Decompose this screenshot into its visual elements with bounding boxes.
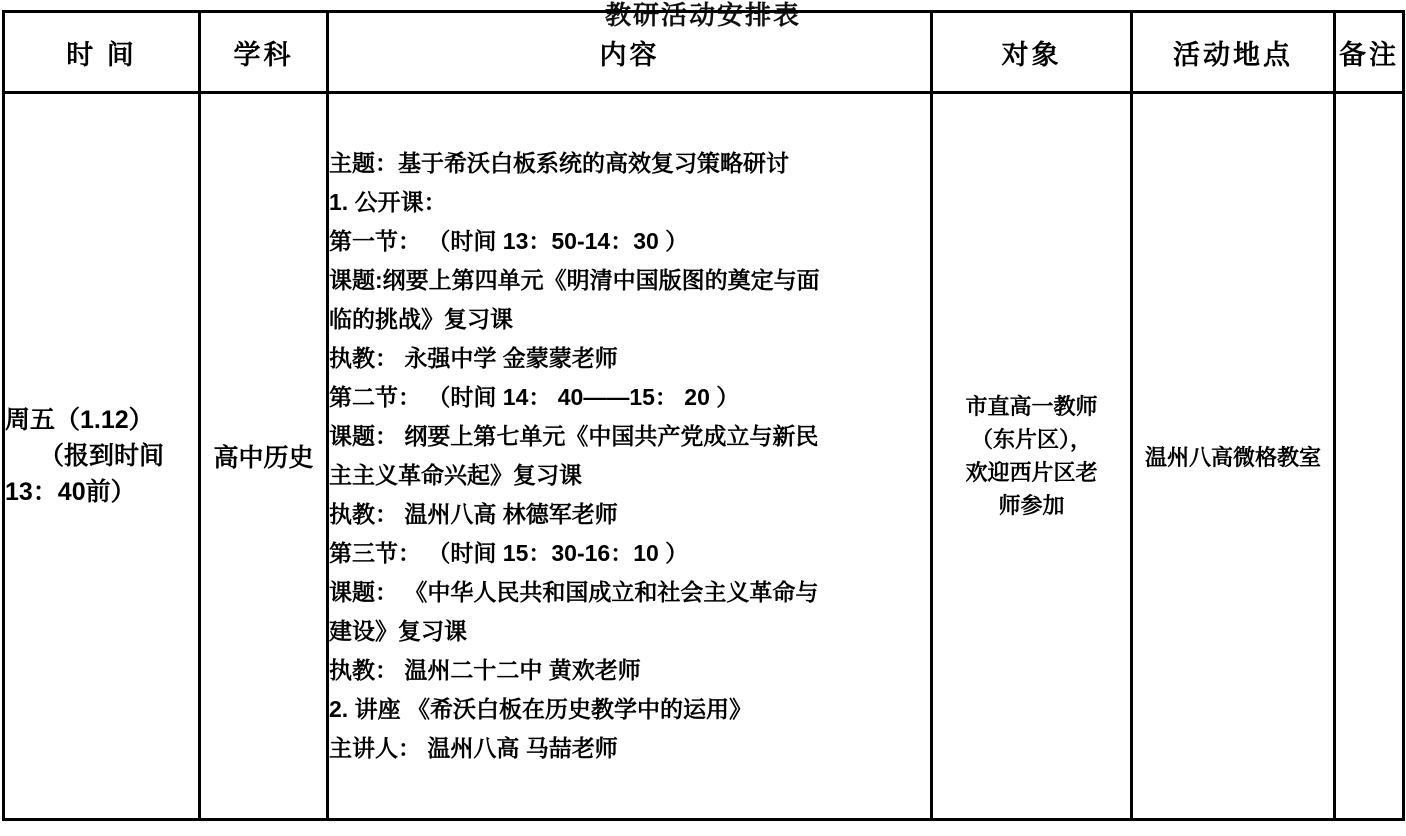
cell-subject: 高中历史 (200, 93, 328, 820)
schedule-table (2, 10, 1405, 821)
time-line-3: 13：40前） (5, 478, 136, 506)
target-line-4: 师参加 (998, 493, 1065, 518)
column-header-target: 对象 (932, 12, 1132, 93)
content-line-3: 第一节： （时间 13：50-14：30 ） (329, 228, 689, 254)
content-line-15: 2. 讲座 《希沃白板在历史教学中的运用》 (329, 696, 752, 722)
content-line-13: 建设》复习课 (329, 618, 467, 644)
content-line-12: 课题： 《中华人民共和国成立和社会主义革命与 (329, 579, 819, 605)
content-line-2: 1. 公开课： (329, 189, 447, 215)
column-header-content: 内容 (328, 12, 932, 93)
content-line-11: 第三节： （时间 15：30-16：10 ） (329, 540, 689, 566)
table-header-row (4, 12, 1404, 93)
cell-content (328, 93, 932, 820)
time-line-1: 周五（1.12） (5, 406, 154, 434)
column-header-time: 时 间 (4, 12, 200, 93)
content-line-4: 课题:纲要上第四单元《明清中国版图的奠定与面 (329, 267, 820, 293)
content-line-14: 执教： 温州二十二中 黄欢老师 (329, 657, 641, 683)
content-line-7: 第二节： （时间 14： 40——15： 20 ） (329, 384, 740, 410)
cell-time (4, 93, 200, 820)
content-line-9: 主主义革命兴起》复习课 (329, 462, 582, 488)
cell-remark (1335, 93, 1404, 820)
cell-place: 温州八高微格教室 (1132, 93, 1335, 820)
column-header-subject: 学科 (200, 12, 328, 93)
content-line-16: 主讲人： 温州八高 马喆老师 (329, 735, 618, 761)
column-header-remark: 备注 (1335, 12, 1404, 93)
column-header-place: 活动地点 (1132, 12, 1335, 93)
table-row (4, 93, 1404, 820)
content-line-1: 主题：基于希沃白板系统的高效复习策略研讨 (329, 150, 789, 176)
content-line-8: 课题： 纲要上第七单元《中国共产党成立与新民 (329, 423, 819, 449)
content-line-6: 执教： 永强中学 金蒙蒙老师 (329, 345, 618, 371)
target-line-2: （东片区）， (970, 427, 1092, 452)
target-line-1: 市直高一教师 (965, 394, 1098, 419)
target-line-3: 欢迎西片区老 (965, 460, 1098, 485)
time-line-2: （报到时间 (38, 442, 164, 470)
content-line-5: 临的挑战》复习课 (329, 306, 513, 332)
content-line-10: 执教： 温州八高 林德军老师 (329, 501, 618, 527)
document-title: 教研活动安排表 (604, 0, 801, 30)
cell-target (932, 93, 1132, 820)
